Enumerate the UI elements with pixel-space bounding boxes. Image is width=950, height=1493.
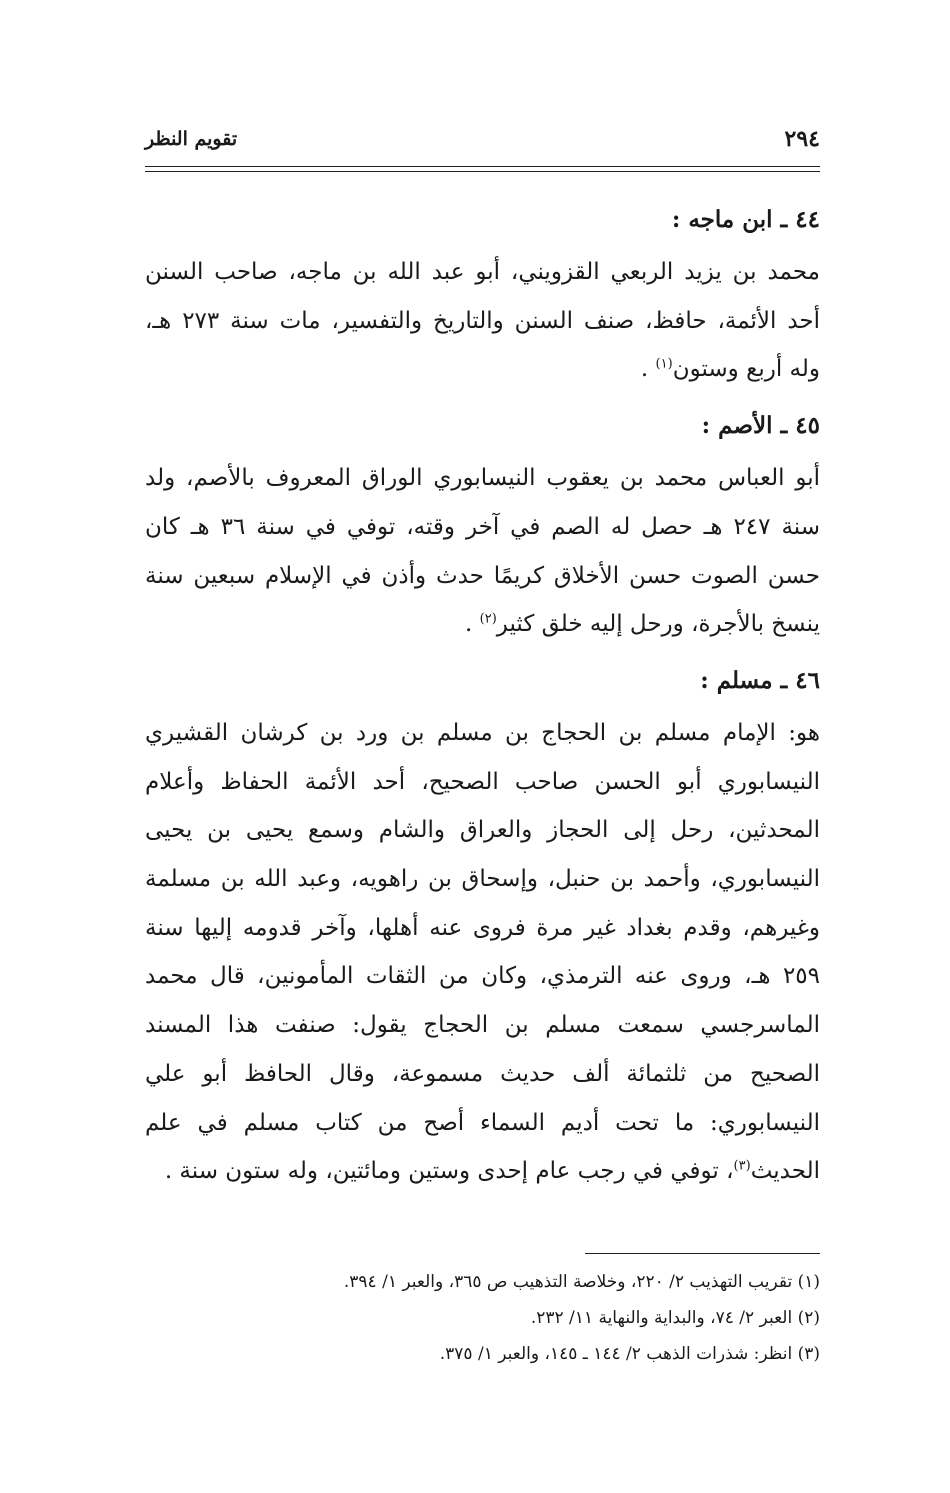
entry-name: الأصم <box>718 412 773 440</box>
footnote-separator <box>585 1253 820 1254</box>
page-content <box>145 196 820 1204</box>
entry-text: أبو العباس محمد بن يعقوب النيسابوري الوراق المعروف بالأصم، ولد سنة ٢٤٧ هـ حصل له الصم في آخر وقته، توفي في سنة ٣٦ هـ كان حسن الصوت حسن الأخلاق كريمًا حدث وأذن في الإسلام سبعين سنة ينسخ بالأجرة، ورحل إليه خلق كثير <box>145 465 820 638</box>
entry-text-ending: . <box>465 611 480 638</box>
entry-body <box>145 248 820 394</box>
footnote-reference[interactable]: (٢) <box>479 611 497 627</box>
footnotes <box>145 1264 820 1372</box>
entry-text: هو: الإمام مسلم بن الحجاج بن مسلم بن ورد بن كرشان القشيري النيسابوري أبو الحسن صاحب الصحيح، أحد الأئمة الحفاظ وأعلام المحدثين، رحل إلى الحجاز والعراق والشام وسمع يحيى بن يحيى النيسابوري، وأحمد بن حنبل، وإسحاق بن راهويه، وعبد الله بن مسلمة وغيرهم، وقدم بغداد غير مرة فروى عنه أهلها، وآخر قدومه إليها سنة ٢٥٩ هـ، وروى عنه الترمذي، وكان من الثقات المأمونين، قال محمد الماسرجسي سمعت مسلم بن الحجاج يقول: صنفت هذا المسند الصحيح من ثلثمائة ألف حديث مسموعة، وقال الحافظ أبو علي النيسابوري: ما تحت أديم السماء أصح من كتاب مسلم في علم الحديث <box>145 719 820 1185</box>
page-header <box>145 128 820 158</box>
footnote-item: (١) تقريب التهذيب ٢/ ٢٢٠، وخلاصة التذهيب ص ٣٦٥، والعبر ١/ ٣٩٤. <box>343 1272 820 1292</box>
entry-heading: ٤٥ ـ الأصم : <box>701 412 820 440</box>
entry-name: مسلم <box>716 666 773 694</box>
entry-text-ending: ، توفي في رجب عام إحدى وستين ومائتين، وله ستون سنة . <box>164 1158 734 1185</box>
header-rule-bottom <box>145 171 820 172</box>
entry-text-ending: . <box>640 356 656 383</box>
page-number: ٢٩٤ <box>784 126 820 152</box>
footnote-reference[interactable]: (١) <box>655 356 673 372</box>
footnote-item: (٣) انظر: شذرات الذهب ٢/ ١٤٤ ـ ١٤٥، والعبر ١/ ٣٧٥. <box>439 1344 820 1364</box>
entry-body <box>145 709 820 1196</box>
footnote-reference[interactable]: (٣) <box>733 1158 751 1174</box>
entry-number: ٤٤ <box>795 206 820 233</box>
entry-number: ٤٦ <box>795 666 820 694</box>
footnote-item: (٢) العبر ٢/ ٧٤، والبداية والنهاية ١١/ ٢٣٢. <box>530 1308 820 1328</box>
header-rule-top <box>145 166 820 167</box>
entry-heading: ٤٦ ـ مسلم : <box>700 666 820 694</box>
entry-heading: ٤٤ ـ ابن ماجه : <box>671 206 820 233</box>
entry-number: ٤٥ <box>795 412 820 440</box>
entry-text: محمد بن يزيد الربعي القزويني، أبو عبد الله بن ماجه، صاحب السنن أحد الأئمة، حافظ، صنف السنن والتاريخ والتفسير، مات سنة ٢٧٣ هـ، وله أربع وستون <box>145 259 820 383</box>
entry-body <box>145 454 820 649</box>
entry-name: ابن ماجه <box>688 206 773 233</box>
running-book-title: تقويم النظر <box>145 128 238 150</box>
